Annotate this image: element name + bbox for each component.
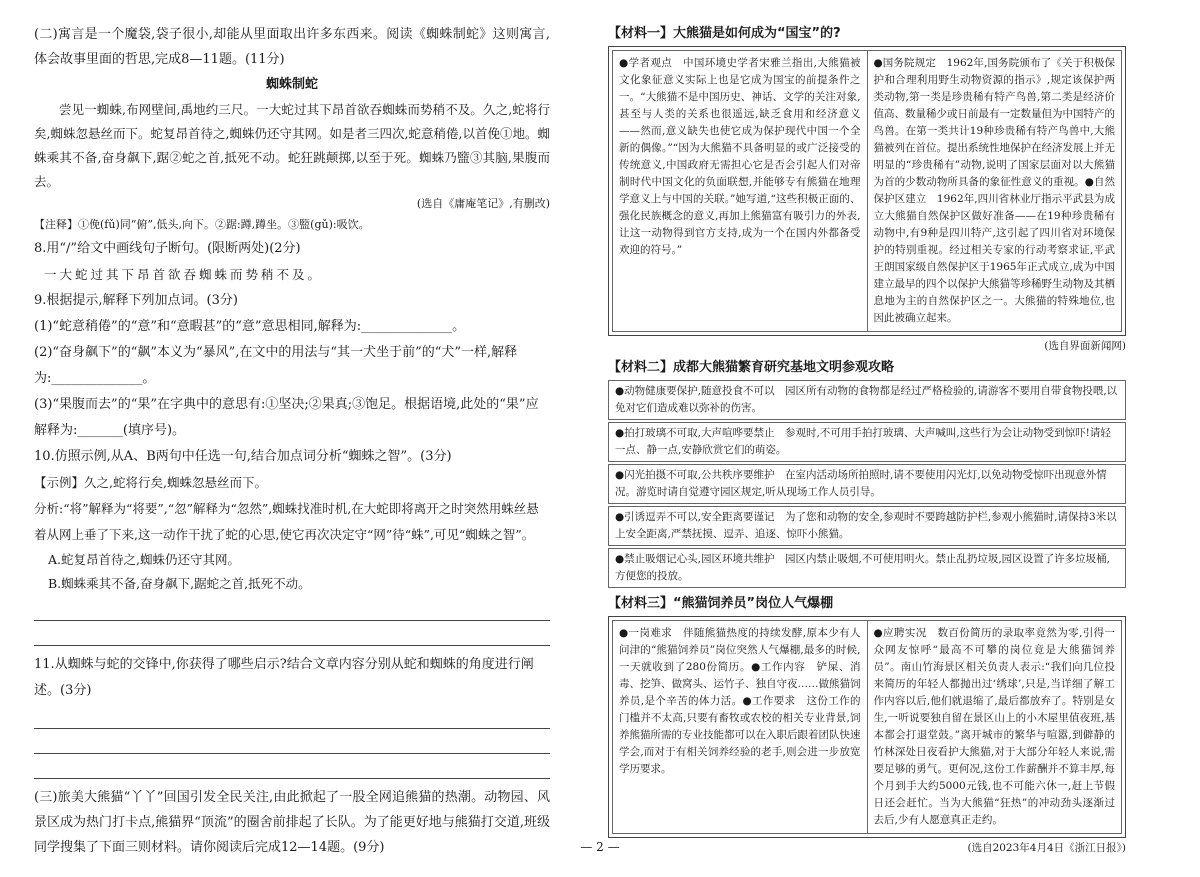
material-3-grid xyxy=(612,620,1122,834)
q10-example: 【示例】久之,蛇将行矣,蜘蛛忽悬丝而下。 xyxy=(34,475,267,490)
answer-line[interactable] xyxy=(34,621,550,646)
right-column xyxy=(608,22,1126,858)
story-title: 蜘蛛制蛇 xyxy=(265,77,318,92)
story-source: (选自《庸庵笔记》,有删改) xyxy=(416,197,550,210)
material-3-title: 【材料三】“熊猫饲养员”岗位人气爆棚 xyxy=(608,596,834,611)
q9-item-3: (3)“果腹而去”的“果”在字典中的意思有:①坚决;②果真;③饱足。根据语境,此处的“果”应解释为:_______(填序号)。 xyxy=(34,397,539,438)
material-1-left: ●学者观点 中国环境史学者宋雅兰指出,大熊猫被文化象征意义实际上也是它成为国宝的前提条件之一。“大熊猫不是中国历史、神话、文学的关注对象,甚至与人类的关系也很遥远,缺乏食用和经济意义——然而,意义缺失也使它成为保护现代中国一个全新的偶像。”“因为大熊猫不具备明显的或广泛接受的传统意义,中国政府无需担心它是否会引起人们对帝制时代中国文化的负面联想,并能够专有熊猫在地理学意义上与中国的关联。”她写道,“这些积极正面的、强化民族概念的意义,再加上熊猫富有吸引力的外表,让这一动物得到官方支持,成为一个在国内外都备受欢迎的符号。” xyxy=(613,51,868,331)
question-8: 8.用“/”给文中画线句子断句。(限断两处)(2分) xyxy=(34,241,301,256)
answer-line[interactable] xyxy=(34,704,550,729)
material-2-row: ●闪光拍摄不可取,公共秩序要维护 在室内活动场所拍照时,请不要使用闪光灯,以免动物受惊吓出现意外情况。游览时请自觉遵守园区规定,听从现场工作人员引导。 xyxy=(608,464,1126,504)
material-3-source: (选自2023年4月4日《浙江日报》) xyxy=(967,842,1126,854)
q10-option-b: B.蜘蛛乘其不备,奋身飙下,踞蛇之首,抵死不动。 xyxy=(48,576,311,591)
material-1-title: 【材料一】大熊猫是如何成为“国宝”的? xyxy=(608,26,841,41)
answer-line[interactable] xyxy=(34,729,550,754)
annotation: 【注释】①俛(fǔ)同“俯”,低头,向下。②踞:蹲,蹲坐。③盬(gǔ):吸饮。 xyxy=(34,218,370,231)
answer-line[interactable] xyxy=(34,596,550,621)
q10-option-a: A.蛇复昂首待之,蜘蛛仍还守其网。 xyxy=(48,552,240,567)
material-1-source: (选自界面新闻网) xyxy=(1044,340,1126,352)
question-11: 11.从蜘蛛与蛇的交锋中,你获得了哪些启示?结合文章内容分别从蛇和蜘蛛的角度进行阐述。(3分) xyxy=(34,657,534,698)
material-2-row: ●引诱逗弄不可以,安全距离要谨记 为了您和动物的安全,参观时不要跨越防护栏,参观小熊猫时,请保持3米以上安全距离,严禁抚摸、逗弄、追逐、惊吓小熊猫。 xyxy=(608,506,1126,546)
left-column xyxy=(34,22,550,860)
answer-line[interactable] xyxy=(34,754,550,779)
section2-intro: (二)寓言是一个魔袋,袋子很小,却能从里面取出许多东西来。阅读《蜘蛛制蛇》这则寓言,体会故事里面的哲思,完成8—11题。(11分) xyxy=(34,27,550,67)
question-9: 9.根据提示,解释下列加点词。(3分) xyxy=(34,293,238,308)
material-2-row: ●禁止吸烟记心头,园区环境共维护 园区内禁止吸烟,不可使用明火。禁止乱扔垃圾,园区设置了许多垃圾桶,方便您的投放。 xyxy=(608,548,1126,588)
material-1-right: ●国务院规定 1962年,国务院颁布了《关于积极保护和合理利用野生动物资源的指示》,规定该保护两类动物,第一类是珍贵稀有特产鸟兽,第二类是经济价值高、数量稀少或日前最有一定数量但为中国特产的鸟兽。在第一类共计19种珍贵稀有特产鸟兽中,大熊猫被列在首位。提出系统性地保护在经济发展上并无明显的“珍贵稀有”动物,说明了国家层面对以大熊猫为首的少数动物所具备的象征性意义的重视。●自然保护区建立 1962年,四川省林业厅指示平武县为成立大熊猫自然保护区做好准备——在19种珍贵稀有动物中,有9种是四川特产,这引起了四川省对环境保护的特别重视。经过相关专家的行动考察求证,平武王朗国家级自然保护区于1965年正式成立,成为中国建立最早的四个以保护大熊猫等珍稀野生动物及其栖息地为主的自然保护区之一。大熊猫的特殊地位,也因此被确立起来。 xyxy=(873,57,1115,324)
material-1-box xyxy=(608,46,1126,336)
q8-sentence: 一大蛇过其下昂首欲吞蜘蛛而势稍不及。 xyxy=(44,267,324,282)
material-1-grid xyxy=(612,50,1122,332)
material-2-rows xyxy=(608,380,1126,588)
q9-item-1: (1)“蛇意稍倦”的“意”和“意暇甚”的“意”意思相同,解释为:______________。 xyxy=(34,319,466,334)
story-text: 尝见一蜘蛛,布网壁间,禹地约三尺。一大蛇过其下昂首欲吞蜘蛛而势稍不及。久之,蛇将行矣,蜘蛛忽悬丝而下。蛇复昂首待之,蜘蛛仍还守其网。如是者三四次,蛇意稍倦,以首俛①地。蜘蛛乘其不备,奋身飙下,踞②蛇之首,抵死不动。蛇狂跳颠掷,以至于死。蜘蛛乃盬③其脑,果腹而去。 xyxy=(34,102,550,189)
material-2-row: ●动物健康要保护,随意投食不可以 园区所有动物的食物都是经过严格检验的,请游客不要用自带食物投喂,以免对它们造成难以弥补的伤害。 xyxy=(608,380,1126,420)
q9-item-2: (2)“奋身飙下”的“飙”本义为“暴风”,在文中的用法与“其一犬坐于前”的“犬”一样,解释为:______________。 xyxy=(34,345,518,386)
material-3-left: ●一岗难求 伴随熊猫热度的持续发酵,原本少有人问津的“熊猫饲养员”岗位突然人气爆棚,最多的时候,一天就收到了280份简历。●工作内容 铲屎、消毒、挖笋、做窝头、运竹子、独自守夜……做熊猫饲养员,是个辛苦的体力活。●工作要求 这份工作的门槛并不太高,只要有畜牧或农校的相关专业背景,饲养熊猫所需的专业技能都可以在入职后跟着团队快速学会,而对于有相关饲养经验的老手,则会进一步放宽学历要求。 xyxy=(613,621,868,833)
question-10: 10.仿照示例,从A、B两句中任选一句,结合加点词分析“蜘蛛之智”。(3分) xyxy=(34,449,452,464)
material-2-title: 【材料二】成都大熊猫繁育研究基地文明参观攻略 xyxy=(608,360,895,375)
material-3-right: ●应聘实况 数百份简历的录取率竟然为零,引得一众网友惊呼“最高不可攀的岗位竟是大熊猫饲养员”。南山竹海景区相关负责人表示:“我们向几位投来简历的年轻人都抛出过‘绣球’,只是,当详细了解工作内容以后,他们就退缩了,最后都放弃了。特别是女生,一听说要独自留在景区山上的小木屋里值夜班,基本都会打退堂鼓。”离开城市的繁华与喧嚣,到僻静的竹林深处日夜看护大熊猫,对于大部分年轻人来说,需要足够的勇气。更何况,这份工作薪酬并不算丰厚,每个月到手大约5000元钱,也不可能六休一,赶上节假日还会赶忙。当为大熊猫“狂热”的冲动劲头逐渐过去后,少有人愿意真正走约。 xyxy=(873,627,1115,826)
section3-intro: (三)旅美大熊猫“丫丫”回国引发全民关注,由此掀起了一股全网追熊猫的热潮。动物园、风景区成为热门打卡点,熊猫界“顶流”的圈舍前排起了长队。为了能更好地与熊猫打交道,班级同学搜集了下面三则材料。请你阅读后完成12—14题。(9分) xyxy=(34,790,550,855)
page-number: — 2 — xyxy=(580,840,620,854)
material-3-box xyxy=(608,616,1126,838)
q10-analysis: 分析:“将”解释为“将要”,“忽”解释为“忽然”,蜘蛛找准时机,在大蛇即将离开之时突然用蛛丝悬着从网上垂了下来,这一动作干扰了蛇的心思,使它再次决定守“网”待“蛛”,可见“蜘蛛之智”。 xyxy=(34,501,539,542)
material-2-row: ●拍打玻璃不可取,大声喧哗要禁止 参观时,不可用手拍打玻璃、大声喊叫,这些行为会让动物受到惊吓!请轻一点、静一点,安静欣赏它们的萌姿。 xyxy=(608,422,1126,462)
